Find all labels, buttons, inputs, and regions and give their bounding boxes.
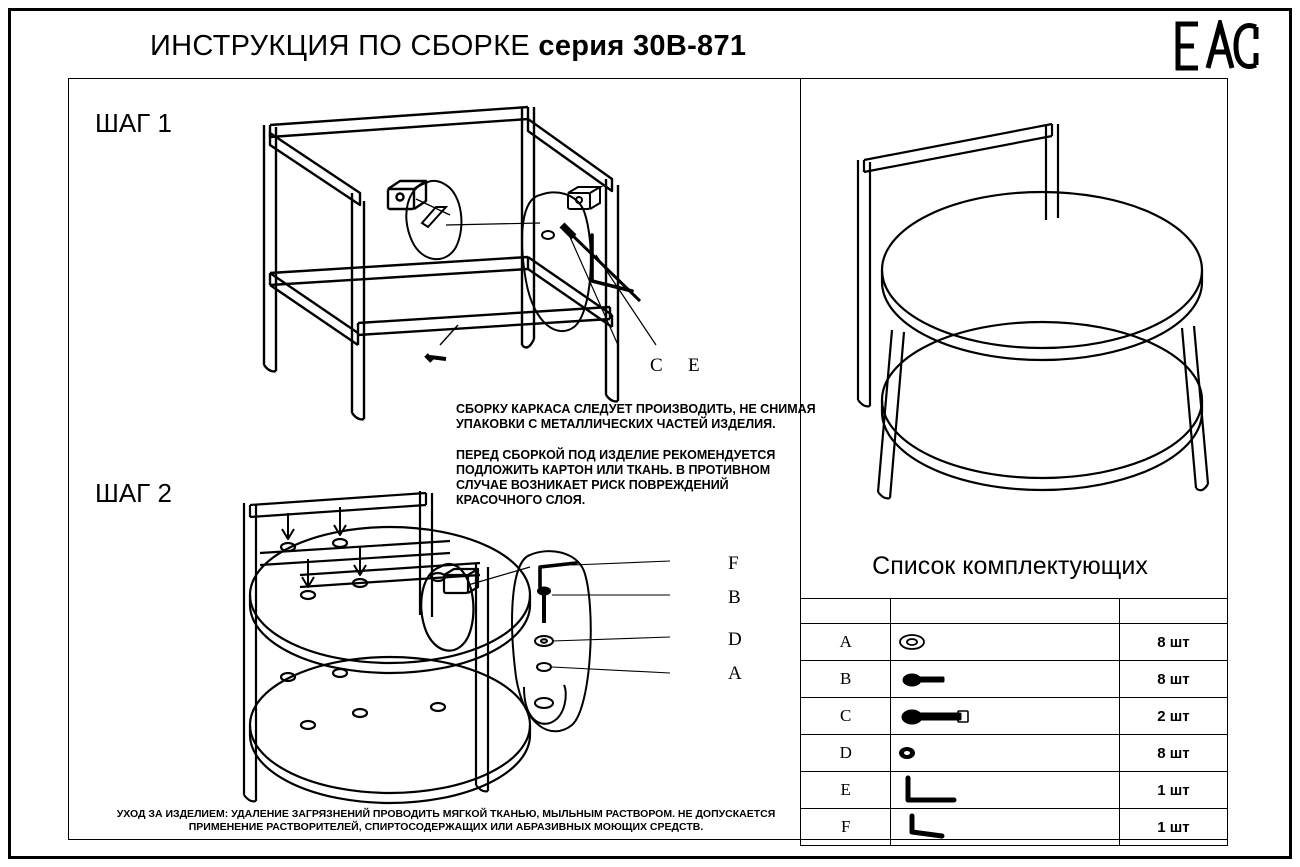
allen-key-large-icon: [891, 772, 1119, 809]
part-qty: 8 шт: [1119, 735, 1227, 772]
step-1-drawing: [240, 95, 800, 425]
note-protect-surface: ПЕРЕД СБОРКОЙ ПОД ИЗДЕЛИЕ РЕКОМЕНДУЕТСЯ ПОДЛОЖИТЬ КАРТОН ИЛИ ТКАНЬ. В ПРОТИВНОМ СЛУЧАЕ ВОЗНИКАЕТ РИСК ПОВРЕЖДЕНИЙ КРАСОЧНОГО СЛОЯ.: [456, 448, 776, 507]
step-2-drawing: [200, 455, 800, 835]
table-row: [801, 698, 1228, 735]
part-letter: B: [801, 661, 891, 698]
care-instructions: УХОД ЗА ИЗДЕЛИЕМ: УДАЛЕНИЕ ЗАГРЯЗНЕНИЙ ПРОВОДИТЬ МЯГКОЙ ТКАНЬЮ, МЫЛЬНЫМ РАСТВОРОМ. НЕ ДОПУСКАЕТСЯ ПРИМЕНЕНИЕ РАСТВОРИТЕЛЕЙ, СПИРТОСОДЕРЖАЩИХ ИЛИ АБРАЗИВНЫХ МОЮЩИХ СРЕДСТВ.: [116, 808, 776, 833]
part-letter: E: [801, 772, 891, 809]
part-letter: A: [801, 624, 891, 661]
part-letter: C: [801, 698, 891, 735]
part-letter: F: [801, 809, 891, 846]
callout-label-e: E: [688, 355, 700, 376]
callout-label-d: D: [728, 629, 742, 650]
table-row: [801, 772, 1228, 809]
callout-label-b: B: [728, 587, 741, 608]
table-row: [801, 661, 1228, 698]
part-letter: D: [801, 735, 891, 772]
part-qty: 1 шт: [1119, 809, 1227, 846]
washer-flat-icon: [891, 624, 1119, 661]
page-title: [150, 30, 910, 63]
table-row: [801, 735, 1228, 772]
part-qty: 8 шт: [1119, 661, 1227, 698]
finished-product-drawing: [830, 100, 1230, 530]
allen-key-small-icon: [891, 809, 1119, 846]
part-qty: 2 шт: [1119, 698, 1227, 735]
washer-small-icon: [891, 735, 1119, 772]
callout-label-a: A: [728, 663, 742, 684]
parts-list-table: [800, 598, 1228, 846]
bolt-short-icon: [891, 661, 1119, 698]
callout-label-f: F: [728, 553, 739, 574]
table-header-spacer: [801, 599, 1228, 624]
table-row: [801, 809, 1228, 846]
eac-mark-icon: [1172, 20, 1262, 72]
step-1-label: ШАГ 1: [95, 108, 172, 138]
parts-list-title: Список комплектующих: [872, 552, 1148, 580]
table-row: [801, 624, 1228, 661]
bolt-long-icon: [891, 698, 1119, 735]
page-title-main: ИНСТРУКЦИЯ ПО СБОРКЕ: [150, 30, 531, 62]
callout-label-c: C: [650, 355, 663, 376]
part-qty: 1 шт: [1119, 772, 1227, 809]
step-2-label: ШАГ 2: [95, 478, 172, 508]
page-title-series: серия 30B-871: [538, 30, 747, 62]
note-frame-assembly: СБОРКУ КАРКАСА СЛЕДУЕТ ПРОИЗВОДИТЬ, НЕ СНИМАЯ УПАКОВКИ С МЕТАЛЛИЧЕСКИХ ЧАСТЕЙ ИЗДЕЛИЯ.: [456, 402, 816, 431]
part-qty: 8 шт: [1119, 624, 1227, 661]
